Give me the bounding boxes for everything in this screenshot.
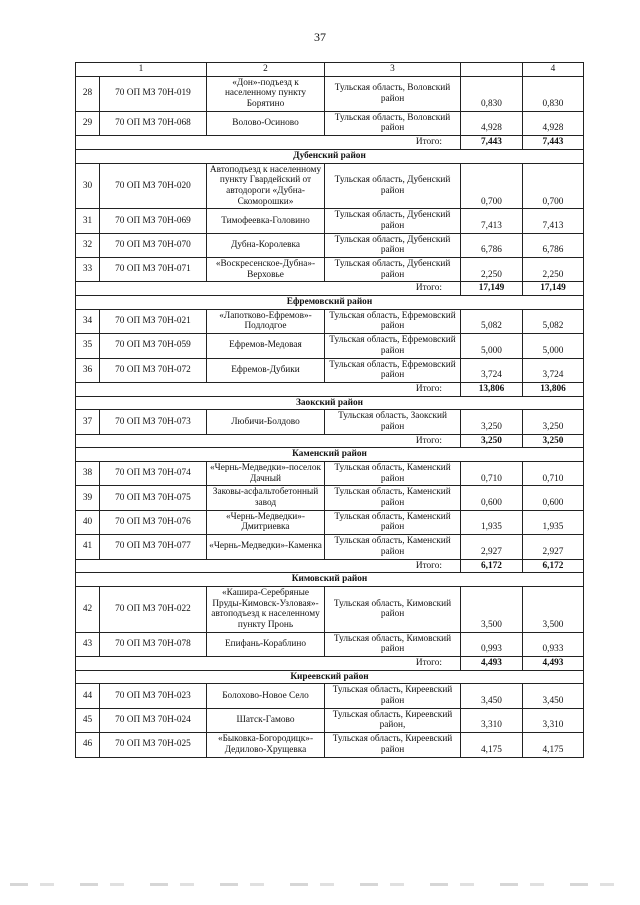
road-location: Тульская область, Дубенский район <box>325 258 461 282</box>
total-value-2: 17,149 <box>523 282 584 296</box>
road-code: 70 ОП МЗ 70Н-023 <box>100 684 207 708</box>
length-value-1: 3,450 <box>461 684 523 708</box>
total-value-1: 3,250 <box>461 434 523 448</box>
road-location: Тульская область, Ефремовский район <box>325 309 461 333</box>
road-name: Волово-Осиново <box>207 111 325 135</box>
road-code: 70 ОП МЗ 70Н-059 <box>100 334 207 358</box>
road-location: Тульская область, Дубенский район <box>325 209 461 233</box>
total-value-2: 7,443 <box>523 136 584 150</box>
length-value-2: 1,935 <box>523 510 584 534</box>
page-number: 37 <box>314 30 326 44</box>
road-code: 70 ОП МЗ 70Н-078 <box>100 632 207 656</box>
length-value-1: 3,250 <box>461 410 523 434</box>
row-number: 28 <box>76 76 100 111</box>
length-value-1: 0,710 <box>461 462 523 486</box>
total-value-1: 13,806 <box>461 382 523 396</box>
road-location: Тульская область, Ефремовский район <box>325 334 461 358</box>
length-value-1: 3,724 <box>461 358 523 382</box>
road-location: Тульская область, Ефремовский район <box>325 358 461 382</box>
total-row <box>76 382 584 396</box>
row-number: 41 <box>76 535 100 559</box>
row-number: 39 <box>76 486 100 510</box>
length-value-2: 7,413 <box>523 209 584 233</box>
total-row <box>76 434 584 448</box>
length-value-2: 6,786 <box>523 233 584 257</box>
row-number: 42 <box>76 586 100 632</box>
total-value-1: 6,172 <box>461 559 523 573</box>
road-code: 70 ОП МЗ 70Н-072 <box>100 358 207 382</box>
length-value-2: 2,927 <box>523 535 584 559</box>
length-value-1: 1,935 <box>461 510 523 534</box>
row-number: 40 <box>76 510 100 534</box>
road-name: Епифань-Кораблино <box>207 632 325 656</box>
length-value-1: 4,175 <box>461 733 523 757</box>
header-col-2: 2 <box>207 63 325 77</box>
road-location: Тульская область, Дубенский район <box>325 163 461 209</box>
length-value-2: 0,933 <box>523 632 584 656</box>
road-name: Ефремов-Медовая <box>207 334 325 358</box>
length-value-2: 0,710 <box>523 462 584 486</box>
table-row <box>76 233 584 257</box>
table-row <box>76 209 584 233</box>
roads-table <box>75 62 584 758</box>
total-row <box>76 657 584 671</box>
length-value-2: 4,928 <box>523 111 584 135</box>
length-value-2: 4,175 <box>523 733 584 757</box>
row-number: 29 <box>76 111 100 135</box>
road-code: 70 ОП МЗ 70Н-071 <box>100 258 207 282</box>
row-number: 46 <box>76 733 100 757</box>
total-row <box>76 282 584 296</box>
length-value-2: 3,310 <box>523 708 584 732</box>
row-number: 32 <box>76 233 100 257</box>
row-number: 38 <box>76 462 100 486</box>
section-row <box>76 396 584 410</box>
length-value-2: 0,600 <box>523 486 584 510</box>
section-title: Каменский район <box>76 448 584 462</box>
table-row <box>76 510 584 534</box>
road-location: Тульская область, Воловский район <box>325 111 461 135</box>
header-col-3: 3 <box>325 63 461 77</box>
length-value-2: 3,450 <box>523 684 584 708</box>
length-value-2: 0,700 <box>523 163 584 209</box>
table-row <box>76 309 584 333</box>
section-row <box>76 670 584 684</box>
length-value-1: 3,500 <box>461 586 523 632</box>
road-location: Тульская область, Киреевский район <box>325 733 461 757</box>
road-name: Заковы-асфальтобетонный завод <box>207 486 325 510</box>
road-location: Тульская область, Кимовский район <box>325 632 461 656</box>
header-col-blank <box>461 63 523 77</box>
length-value-2: 3,724 <box>523 358 584 382</box>
road-code: 70 ОП МЗ 70Н-020 <box>100 163 207 209</box>
row-number: 44 <box>76 684 100 708</box>
road-name: Шатск-Гамово <box>207 708 325 732</box>
total-value-2: 3,250 <box>523 434 584 448</box>
road-name: «Дон»-подъезд к населенному пункту Борятино <box>207 76 325 111</box>
road-name: «Чернь-Медведки»-Каменка <box>207 535 325 559</box>
road-location: Тульская область, Каменский район <box>325 462 461 486</box>
road-code: 70 ОП МЗ 70Н-069 <box>100 209 207 233</box>
road-location: Тульская область, Кимовский район <box>325 586 461 632</box>
road-name: Автоподъезд к населенному пункту Гвардейский от автодороги «Дубна-Скоморошки» <box>207 163 325 209</box>
length-value-1: 4,928 <box>461 111 523 135</box>
road-code: 70 ОП МЗ 70Н-075 <box>100 486 207 510</box>
header-row <box>76 63 584 77</box>
table-row <box>76 684 584 708</box>
total-label: Итого: <box>76 382 461 396</box>
section-row <box>76 296 584 310</box>
road-name: «Воскресенское-Дубна»-Верховье <box>207 258 325 282</box>
length-value-2: 0,830 <box>523 76 584 111</box>
length-value-1: 0,600 <box>461 486 523 510</box>
table-row <box>76 486 584 510</box>
road-code: 70 ОП МЗ 70Н-074 <box>100 462 207 486</box>
table-row <box>76 258 584 282</box>
length-value-2: 3,500 <box>523 586 584 632</box>
road-name: «Лапотково-Ефремов»-Подлодгое <box>207 309 325 333</box>
road-location: Тульская область, Каменский район <box>325 535 461 559</box>
row-number: 35 <box>76 334 100 358</box>
total-label: Итого: <box>76 559 461 573</box>
total-label: Итого: <box>76 657 461 671</box>
total-label: Итого: <box>76 282 461 296</box>
section-title: Кимовский район <box>76 573 584 587</box>
road-name: «Кашира-Серебряные Пруды-Кимовск-Узловая»-автоподъезд к населенному пункту Пронь <box>207 586 325 632</box>
row-number: 45 <box>76 708 100 732</box>
total-label: Итого: <box>76 136 461 150</box>
row-number: 31 <box>76 209 100 233</box>
row-number: 36 <box>76 358 100 382</box>
length-value-1: 5,000 <box>461 334 523 358</box>
length-value-2: 2,250 <box>523 258 584 282</box>
road-code: 70 ОП МЗ 70Н-022 <box>100 586 207 632</box>
table-row <box>76 733 584 757</box>
table-row <box>76 462 584 486</box>
road-location: Тульская область, Киреевский район, <box>325 708 461 732</box>
header-col-1: 1 <box>76 63 207 77</box>
section-title: Ефремовский район <box>76 296 584 310</box>
road-name: Тимофеевка-Головино <box>207 209 325 233</box>
road-location: Тульская область, Дубенский район <box>325 233 461 257</box>
roads-table-body <box>76 63 584 758</box>
total-value-2: 6,172 <box>523 559 584 573</box>
section-title: Дубенский район <box>76 149 584 163</box>
row-number: 34 <box>76 309 100 333</box>
section-title: Киреевский район <box>76 670 584 684</box>
section-row <box>76 149 584 163</box>
road-location: Тульская область, Каменский район <box>325 486 461 510</box>
length-value-1: 7,413 <box>461 209 523 233</box>
table-row <box>76 111 584 135</box>
table-row <box>76 632 584 656</box>
road-location: Тульская область, Каменский район <box>325 510 461 534</box>
length-value-1: 3,310 <box>461 708 523 732</box>
table-row <box>76 76 584 111</box>
scan-artifact <box>10 883 630 886</box>
length-value-2: 3,250 <box>523 410 584 434</box>
table-row <box>76 334 584 358</box>
length-value-1: 0,993 <box>461 632 523 656</box>
row-number: 30 <box>76 163 100 209</box>
road-name: Ефремов-Дубики <box>207 358 325 382</box>
section-row <box>76 573 584 587</box>
road-name: Любичи-Болдово <box>207 410 325 434</box>
road-code: 70 ОП МЗ 70Н-025 <box>100 733 207 757</box>
road-name: «Чернь-Медведки»-Дмитриевка <box>207 510 325 534</box>
length-value-1: 0,830 <box>461 76 523 111</box>
length-value-1: 2,927 <box>461 535 523 559</box>
road-code: 70 ОП МЗ 70Н-021 <box>100 309 207 333</box>
road-name: «Чернь-Медведки»-поселок Дачный <box>207 462 325 486</box>
section-title: Заокский район <box>76 396 584 410</box>
total-value-1: 4,493 <box>461 657 523 671</box>
total-value-1: 17,149 <box>461 282 523 296</box>
length-value-2: 5,082 <box>523 309 584 333</box>
row-number: 37 <box>76 410 100 434</box>
length-value-1: 6,786 <box>461 233 523 257</box>
length-value-1: 5,082 <box>461 309 523 333</box>
table-row <box>76 586 584 632</box>
road-name: Дубна-Королевка <box>207 233 325 257</box>
length-value-1: 2,250 <box>461 258 523 282</box>
row-number: 43 <box>76 632 100 656</box>
road-location: Тульская область, Воловский район <box>325 76 461 111</box>
section-row <box>76 448 584 462</box>
road-code: 70 ОП МЗ 70Н-073 <box>100 410 207 434</box>
header-col-4: 4 <box>523 63 584 77</box>
road-name: Болохово-Новое Село <box>207 684 325 708</box>
road-code: 70 ОП МЗ 70Н-019 <box>100 76 207 111</box>
table-row <box>76 358 584 382</box>
road-code: 70 ОП МЗ 70Н-068 <box>100 111 207 135</box>
total-value-1: 7,443 <box>461 136 523 150</box>
table-row <box>76 708 584 732</box>
road-code: 70 ОП МЗ 70Н-070 <box>100 233 207 257</box>
table-row <box>76 535 584 559</box>
total-row <box>76 559 584 573</box>
row-number: 33 <box>76 258 100 282</box>
road-location: Тульская область, Заокский район <box>325 410 461 434</box>
table-row <box>76 410 584 434</box>
total-value-2: 13,806 <box>523 382 584 396</box>
road-code: 70 ОП МЗ 70Н-077 <box>100 535 207 559</box>
length-value-1: 0,700 <box>461 163 523 209</box>
total-value-2: 4,493 <box>523 657 584 671</box>
road-code: 70 ОП МЗ 70Н-024 <box>100 708 207 732</box>
road-name: «Быковка-Богородицк»-Дедилово-Хрущевка <box>207 733 325 757</box>
road-code: 70 ОП МЗ 70Н-076 <box>100 510 207 534</box>
total-label: Итого: <box>76 434 461 448</box>
total-row <box>76 136 584 150</box>
length-value-2: 5,000 <box>523 334 584 358</box>
table-row <box>76 163 584 209</box>
road-location: Тульская область, Киреевский район <box>325 684 461 708</box>
